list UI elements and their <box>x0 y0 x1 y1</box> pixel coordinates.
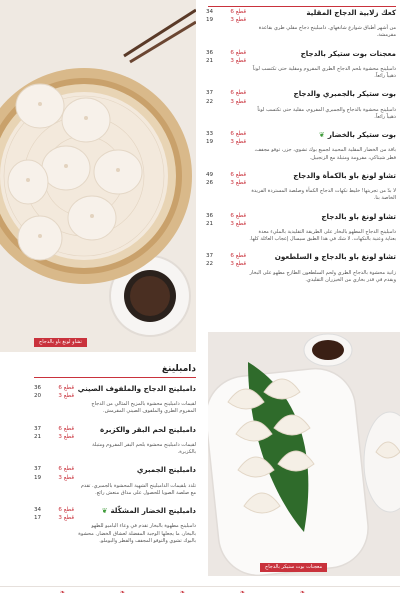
item-description: لقيمات دامبلينج محشوة بلحم البقر المفروم ومتبلة بالكزبرة. <box>92 441 196 456</box>
price: 37 <box>34 425 42 432</box>
price: 33 <box>206 131 214 138</box>
section-title-dumplings: دامبلينغ <box>34 364 196 378</box>
price: 21 <box>206 57 214 64</box>
item-description: باقة من الخضار المقلية المحببة لجميع بوك تشوي، جزر، توفو مجفف، فطر شيتاكي، مفرومة ومتبلة مع الزنجبيل. <box>254 147 396 161</box>
price: 22 <box>206 98 214 105</box>
price: 19 <box>206 17 214 24</box>
right-menu-column <box>206 8 396 293</box>
menu-item <box>206 171 396 203</box>
steamer-basket-illustration <box>0 0 196 352</box>
price-list <box>206 49 246 65</box>
item-name: كعك زلابية الدجاج المقلية <box>306 8 396 17</box>
price-list <box>206 130 246 146</box>
price-list <box>34 506 74 522</box>
quantity: 6 قطع <box>230 253 246 260</box>
price: 19 <box>206 139 214 146</box>
chili-icon: ❧ <box>180 589 186 596</box>
item-name: معجنات بوت ستيكر بالدجاج <box>300 48 396 58</box>
menu-item <box>206 89 396 121</box>
quantity: 6 قطع <box>230 171 246 178</box>
item-name: دامبلينج الجمبري <box>136 465 196 475</box>
price: 21 <box>206 220 214 227</box>
quantity: 3 قطع <box>230 179 246 186</box>
price: 37 <box>34 466 42 473</box>
quantity: 3 قطع <box>58 433 74 440</box>
item-name: تشاو لونغ باو بالكمأة والدجاج <box>293 170 396 180</box>
price-list <box>206 252 246 268</box>
item-description: لا بدّ من تجربتها! خليط نكهات الدجاج الكمأة وصلصة المستردة الفريدة الخاصة بنا. <box>251 188 396 202</box>
menu-item <box>34 506 196 545</box>
price-list <box>206 8 246 24</box>
item-name <box>74 506 196 516</box>
price: 26 <box>206 179 214 186</box>
quantity: 6 قطع <box>230 49 246 56</box>
price-list <box>34 465 74 481</box>
menu-item <box>34 465 196 497</box>
price: 20 <box>34 393 42 400</box>
price: 34 <box>206 9 214 15</box>
item-name: دامبلينج الدجاج والملفوف الصيني <box>77 384 196 393</box>
item-description: لقيمات دامبلينج محشوة بالمزيج المثالي من الدجاج المفروم الطري والملفوف الصيني المقرمش. <box>91 401 196 415</box>
price: 49 <box>206 171 214 178</box>
item-name <box>246 130 396 140</box>
item-description: من أشهر أطباق شوارع شانغهاي. دامبلينج دجاج مقلي طري بقاعدة مقرمشة. <box>258 25 396 39</box>
menu-item <box>34 384 196 416</box>
price: 36 <box>206 49 214 56</box>
quantity: 6 قطع <box>58 425 74 432</box>
price: 17 <box>34 515 42 522</box>
item-name: تشاو لونغ باو بالدجاج و السلطعون <box>274 252 396 262</box>
price: 22 <box>206 261 214 268</box>
menu-item <box>34 425 196 457</box>
menu-item <box>206 49 396 81</box>
quantity: 3 قطع <box>230 220 246 227</box>
price-list <box>34 384 74 400</box>
chili-icon: ❧ <box>300 589 306 596</box>
top-divider <box>208 6 396 7</box>
item-name: تشاو لونغ باو بالدجاج <box>321 211 396 221</box>
price: 19 <box>34 474 42 481</box>
menu-item <box>206 130 396 162</box>
quantity: 6 قطع <box>58 507 74 514</box>
chili-icon: ❧ <box>120 589 126 596</box>
quantity: 3 قطع <box>230 17 246 24</box>
quantity: 6 قطع <box>58 385 74 391</box>
quantity: 3 قطع <box>58 393 74 400</box>
price: 37 <box>206 253 214 260</box>
price: 34 <box>34 507 42 514</box>
quantity: 6 قطع <box>230 131 246 138</box>
pot-sticker-photo <box>208 332 400 576</box>
quantity: 6 قطع <box>230 90 246 97</box>
item-description: تلذذ بلقيمات الدامبلينج الشهية المحشوة بالجمبري. تقدم مع صلصة الصويا للحصول على مذاق منعش رائع. <box>80 482 196 496</box>
item-description: دامبلينج محشوة بالدجاج والجمبري المفروم، مقلية حتى تكتسب لوناً ذهبياً رائعاً. <box>257 106 396 120</box>
item-description: دامبلينج الدجاج المطهو بالبخار على الطريقة التقليدية بالمليء معدة بعناية وعنية بالنكهات. لا شك في هذا الطبق سيسال إعجاب العائلة كلها. <box>249 228 396 243</box>
leaf-icon: ❦ <box>318 131 325 140</box>
item-name-text: بوت ستيكر بالخضار <box>327 130 396 140</box>
bottom-photo-caption: معجنات بوت ستيكر بالدجاج <box>260 563 327 572</box>
dumplings-menu-column <box>34 384 196 554</box>
item-description: زانية محشوة بالدجاج الطري ولحم السلطعون الطازج مطهو على البخار ويقدم في قدر بخاري من الخيزران التقليدي. <box>249 269 396 283</box>
price: 36 <box>206 212 214 219</box>
price-list <box>206 212 246 228</box>
item-description: دامبلينج مطهوة بالبخار تقدم في وعاء الباميو للطهو بالبخار، ما يجعلها الوجبة المفضلة لعشاق الخضار. محشوة بالبوك تشوي والتوفو المجفف والفطر والبوملو. <box>78 523 196 544</box>
item-name: دامبلينج لحم البقر والكزبرة <box>100 424 196 434</box>
quantity: 3 قطع <box>230 57 246 64</box>
pot-sticker-plate-illustration <box>208 332 400 576</box>
item-description: دامبلينج محشوة بلحم الدجاج الطري المفروم ومقلية حتى تكتسب لوناً ذهبياً رائعاً. <box>252 65 396 80</box>
quantity: 3 قطع <box>230 139 246 146</box>
chili-icon: ❧ <box>240 589 246 596</box>
menu-item <box>206 8 396 40</box>
price: 37 <box>206 90 214 97</box>
quantity: 3 قطع <box>230 261 246 268</box>
quantity: 3 قطع <box>58 474 74 481</box>
price: 36 <box>34 385 42 391</box>
quantity: 6 قطع <box>230 9 246 15</box>
footer-ornaments <box>0 589 400 599</box>
top-photo-caption: تشاو لونغ باو بالدجاج <box>34 338 87 347</box>
item-name-text: دامبلينج الخضار المشكّلة <box>110 506 196 516</box>
item-name: بوت ستيكر بالجمبري والدجاج <box>293 89 396 99</box>
quantity: 3 قطع <box>230 98 246 105</box>
price-list <box>206 89 246 105</box>
menu-item <box>206 252 396 284</box>
leaf-icon: ❦ <box>101 507 108 516</box>
price: 21 <box>34 433 42 440</box>
menu-item <box>206 212 396 244</box>
quantity: 3 قطع <box>58 515 74 522</box>
quantity: 6 قطع <box>230 212 246 219</box>
footer-divider <box>0 586 400 587</box>
chili-icon: ❧ <box>60 589 66 596</box>
price-list <box>34 425 74 441</box>
xiao-long-bao-photo <box>0 0 196 352</box>
quantity: 6 قطع <box>58 466 74 473</box>
price-list <box>206 171 246 187</box>
